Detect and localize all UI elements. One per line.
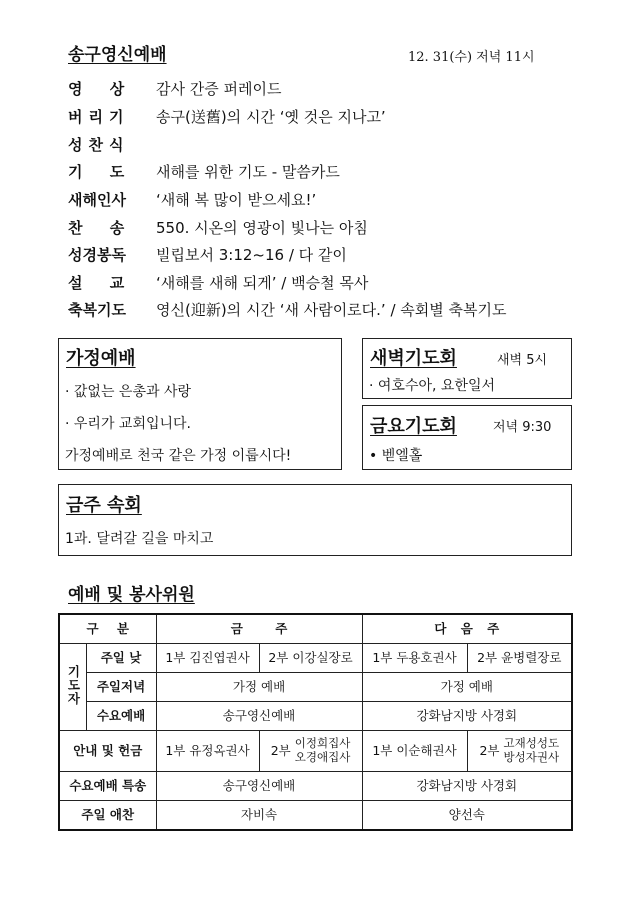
table-cell: 자비속 xyxy=(156,801,362,831)
part-label: 2부 xyxy=(479,742,500,758)
table-cell: 강화남지방 사경회 xyxy=(362,772,572,801)
class-meeting-title: 금주 속회 xyxy=(66,495,142,516)
table-cell: 1부 유정옥권사 xyxy=(156,731,259,772)
order-value: ‘새해를 새해 되게’ / 백승철 목사 xyxy=(156,274,369,292)
person-name: 고재성성도 xyxy=(503,736,560,751)
table-cell: 가정 예배 xyxy=(156,673,362,702)
row-label: 수요예배 특송 xyxy=(59,772,156,801)
person-name: 이정희집사 xyxy=(294,736,351,751)
dawn-prayer-item: · 여호수아, 요한일서 xyxy=(369,378,495,394)
order-label: 영 상 xyxy=(68,80,125,98)
order-value: 빌립보서 3:12~16 / 다 같이 xyxy=(156,246,347,264)
order-label: 버리기 xyxy=(68,108,130,126)
order-value: ‘새해 복 많이 받으세요!’ xyxy=(156,191,317,209)
family-worship-note: 가정예배로 천국 같은 가정 이룹시다! xyxy=(65,448,292,464)
dawn-prayer-time: 새벽 5시 xyxy=(497,353,548,368)
table-cell xyxy=(467,731,572,772)
row-label: 수요예배 xyxy=(86,702,156,731)
order-value: 송구(送舊)의 시간 ‘옛 것은 지나고’ xyxy=(156,108,386,126)
page-title: 송구영신예배 xyxy=(68,45,167,65)
header-this-week: 금 주 xyxy=(156,614,362,644)
order-value: 감사 간증 퍼레이드 xyxy=(156,80,282,98)
header-next-week: 다 음 주 xyxy=(362,614,572,644)
friday-prayer-time: 저녁 9:30 xyxy=(493,420,552,435)
row-label: 주일 애찬 xyxy=(59,801,156,831)
table-row xyxy=(59,673,572,702)
order-label: 성경봉독 xyxy=(68,246,126,264)
order-value: 영신(迎新)의 시간 ‘새 사람이로다.’ / 속회별 축복기도 xyxy=(156,301,507,319)
table-row xyxy=(59,801,572,831)
table-row xyxy=(59,644,572,673)
table-cell: 강화남지방 사경회 xyxy=(362,702,572,731)
part-label: 2부 xyxy=(270,742,291,758)
dawn-prayer-title: 새벽기도회 xyxy=(370,348,457,369)
order-value: 새해를 위한 기도 - 말씀카드 xyxy=(156,163,340,181)
row-label: 주일 낮 xyxy=(86,644,156,673)
order-label: 기 도 xyxy=(68,163,125,181)
duty-section-title: 예배 및 봉사위원 xyxy=(68,585,195,605)
row-label: 안내 및 헌금 xyxy=(59,731,156,772)
family-worship-box xyxy=(58,338,342,470)
friday-prayer-item: • 벧엘홀 xyxy=(369,448,423,464)
header-category: 구 분 xyxy=(59,614,156,644)
table-row xyxy=(59,731,572,772)
friday-prayer-box xyxy=(362,405,572,470)
table-cell: 가정 예배 xyxy=(362,673,572,702)
duty-table xyxy=(58,613,573,831)
table-cell: 1부 이순해권사 xyxy=(362,731,467,772)
class-meeting-box xyxy=(58,484,572,556)
service-datetime: 12. 31(수) 저녁 11시 xyxy=(408,50,535,65)
person-name: 방성자권사 xyxy=(503,750,560,764)
order-label: 성찬식 xyxy=(68,136,130,154)
family-worship-title: 가정예배 xyxy=(66,348,136,369)
table-cell xyxy=(259,731,362,772)
table-header-row xyxy=(59,614,572,644)
family-worship-item: · 값없는 은총과 사랑 xyxy=(65,384,191,400)
table-cell: 2부 이강실장로 xyxy=(259,644,362,673)
order-label: 찬 송 xyxy=(68,219,125,237)
class-meeting-item: 1과. 달려갈 길을 마치고 xyxy=(65,531,214,547)
table-cell: 양선속 xyxy=(362,801,572,831)
person-name: 오경애집사 xyxy=(294,750,351,764)
family-worship-item: · 우리가 교회입니다. xyxy=(65,416,191,432)
table-cell: 송구영신예배 xyxy=(156,772,362,801)
order-label: 축복기도 xyxy=(68,301,126,319)
order-label: 새해인사 xyxy=(68,191,126,209)
table-cell: 2부 윤병렬장로 xyxy=(467,644,572,673)
order-value: 550. 시온의 영광이 빛나는 아침 xyxy=(156,219,368,237)
row-label: 주일저녁 xyxy=(86,673,156,702)
table-cell: 1부 두용호권사 xyxy=(362,644,467,673)
order-label: 설 교 xyxy=(68,274,125,292)
table-cell: 1부 김진엽권사 xyxy=(156,644,259,673)
table-row xyxy=(59,702,572,731)
dawn-prayer-box xyxy=(362,338,572,399)
table-cell: 송구영신예배 xyxy=(156,702,362,731)
prayer-group-label: 기도자 xyxy=(59,644,86,731)
table-row xyxy=(59,772,572,801)
friday-prayer-title: 금요기도회 xyxy=(370,416,457,437)
